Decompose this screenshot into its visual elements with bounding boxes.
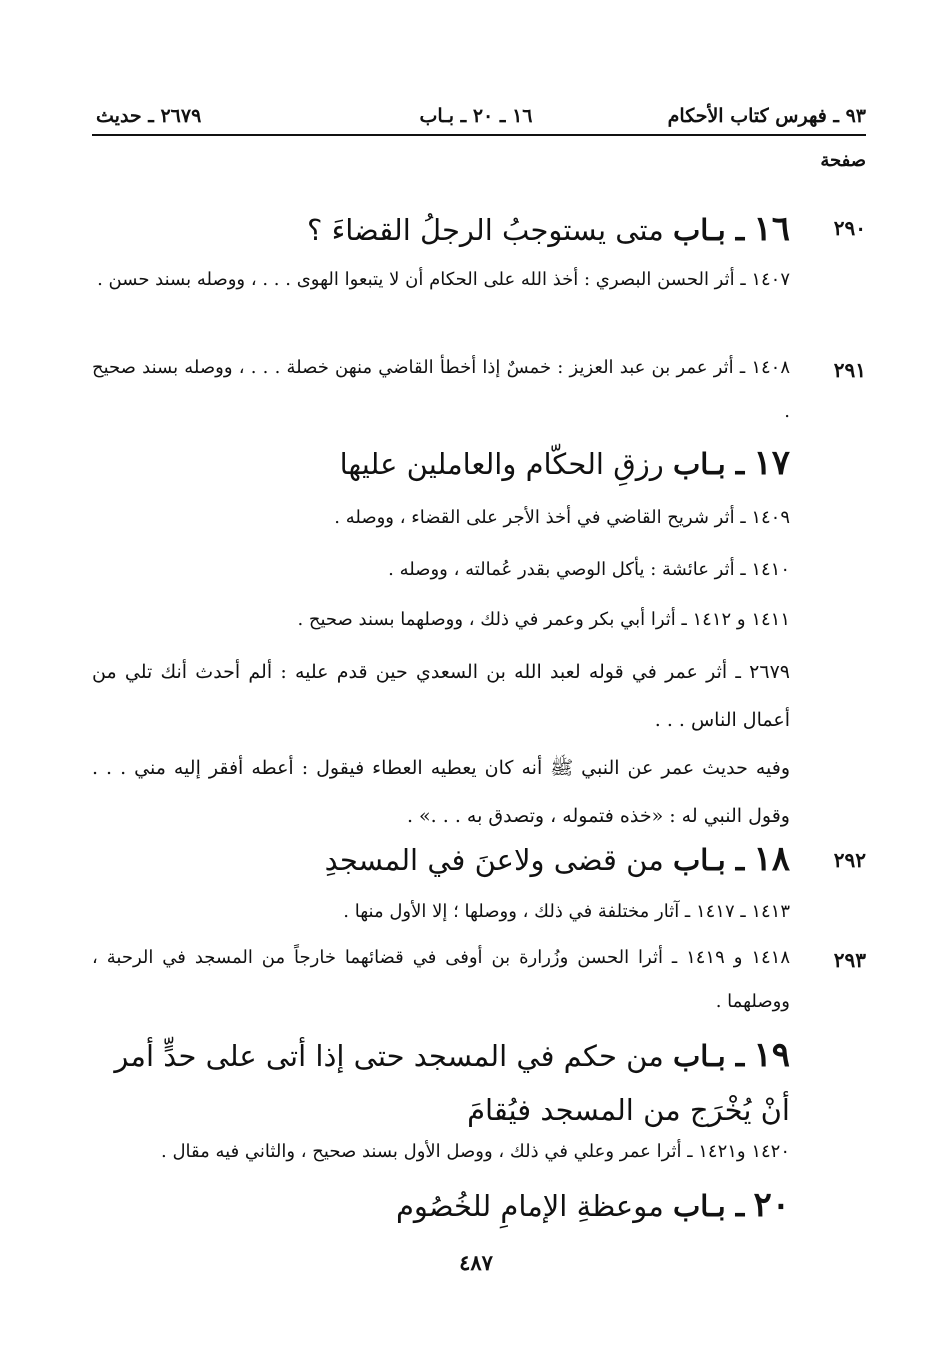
entry-text: ١٤١١ و ١٤١٢ ـ أثرا أبي بكر وعمر في ذلك ، ووصلهما بسند صحيح .: [297, 609, 790, 630]
entry-1413: [92, 890, 866, 934]
bab-title: متى يستوجبُ الرجلُ القضاءَ ؟: [306, 213, 664, 247]
bab-heading: [92, 1184, 790, 1227]
section-bab-20: [92, 1184, 866, 1227]
section-bab-17: [92, 442, 866, 485]
header-rule: [92, 134, 866, 136]
entry-1407: [92, 258, 866, 302]
page-ref: ٢٩٢: [833, 848, 866, 872]
hadith-omar: [92, 744, 866, 840]
bab-number: ٢٠: [753, 1185, 790, 1225]
entry-text: ١٤٠٧ ـ أثر الحسن البصري : أخذ الله على الحكام أن لا يتبعوا الهوى . . . ، ووصله بسند حسن .: [97, 269, 790, 290]
section-bab-16: [92, 208, 866, 251]
page-ref: ٢٩٣: [833, 948, 866, 972]
section-bab-18: [92, 838, 866, 881]
entry-1410: [92, 548, 866, 592]
entry-1408: [92, 346, 866, 434]
hadith-2679: [92, 648, 866, 744]
entry-1420: [92, 1130, 866, 1174]
entry-1411: [92, 598, 866, 642]
entry-1418: [92, 936, 866, 1024]
entry-text: ١٤١٣ ـ ١٤١٧ ـ آثار مختلفة في ذلك ، ووصلها ؛ إلا الأول منها .: [343, 901, 790, 922]
bab-number: ١٨: [753, 839, 790, 879]
bab-word: ـ بـاب: [672, 1039, 745, 1073]
page-ref: ٢٩٠: [833, 216, 866, 240]
bab-number: ١٦: [753, 209, 790, 249]
page-column-label: صفحة: [820, 150, 866, 171]
page-ref: ٢٩١: [833, 358, 866, 382]
bab-word: ـ بـاب: [672, 1189, 745, 1223]
entry-1409: [92, 496, 866, 540]
bab-word: ـ بـاب: [672, 843, 745, 877]
entry-text: ١٤٠٩ ـ أثر شريح القاضي في أخذ الأجر على القضاء ، ووصله .: [334, 507, 790, 528]
running-header-hadith: ٢٦٧٩ ـ حديث: [96, 105, 202, 127]
bab-title: موعظةِ الإمامِ للخُصُوم: [395, 1189, 664, 1223]
bab-title: من قضى ولاعنَ في المسجدِ: [324, 843, 664, 877]
hadith-text: ٢٦٧٩ ـ أثر عمر في قوله لعبد الله بن السعدي حين قدم عليه : ألم أحدث أنك تلي من أعمال الناس . . .: [92, 661, 790, 731]
entry-text: ١٤١٨ و ١٤١٩ ـ أثرا الحسن وزُرارة بن أوفى في قضائهما خارجاً من المسجد في الرحبة ، ووصلهما .: [92, 947, 790, 1012]
bab-title: رزقِ الحكّام والعاملين عليها: [339, 447, 664, 481]
bab-heading: [92, 838, 790, 881]
section-bab-19: [92, 1028, 866, 1137]
bab-heading: [92, 1028, 790, 1137]
entry-text: ١٤٢٠ و١٤٢١ ـ أثرا عمر وعلي في ذلك ، ووصل الأول بسند صحيح ، والثاني فيه مقال .: [161, 1141, 790, 1162]
bab-number: ١٧: [753, 443, 790, 483]
bab-title: من حكم في المسجد حتى إذا أتى على حدٍّ أمر أنْ يُخْرَج من المسجد فيُقامَ: [114, 1039, 790, 1127]
bab-heading: [92, 442, 790, 485]
hadith-text: وفيه حديث عمر عن النبي ﷺ أنه كان يعطيه العطاء فيقول : أعطه أفقر إليه مني . . . وقول النبي له : «خذه فتموله ، وتصدق به . . .» .: [92, 757, 790, 827]
entry-text: ١٤١٠ ـ أثر عائشة : يأكل الوصي بقدر عُمالته ، ووصله .: [388, 559, 790, 580]
page-number: ٤٨٧: [459, 1250, 493, 1275]
bab-word: ـ بـاب: [672, 213, 745, 247]
running-header-babs: ١٦ ـ ٢٠ ـ بـاب: [419, 105, 533, 127]
bab-word: ـ بـاب: [672, 447, 745, 481]
bab-heading: [92, 208, 790, 251]
entry-text: ١٤٠٨ ـ أثر عمر بن عبد العزيز : خمسٌ إذا أخطأ القاضي منهن خصلة . . . ، ووصله بسند صحيح .: [92, 357, 790, 422]
running-header-chapter: ٩٣ ـ فهرس كتاب الأحكام: [667, 105, 866, 127]
bab-number: ١٩: [753, 1035, 790, 1075]
